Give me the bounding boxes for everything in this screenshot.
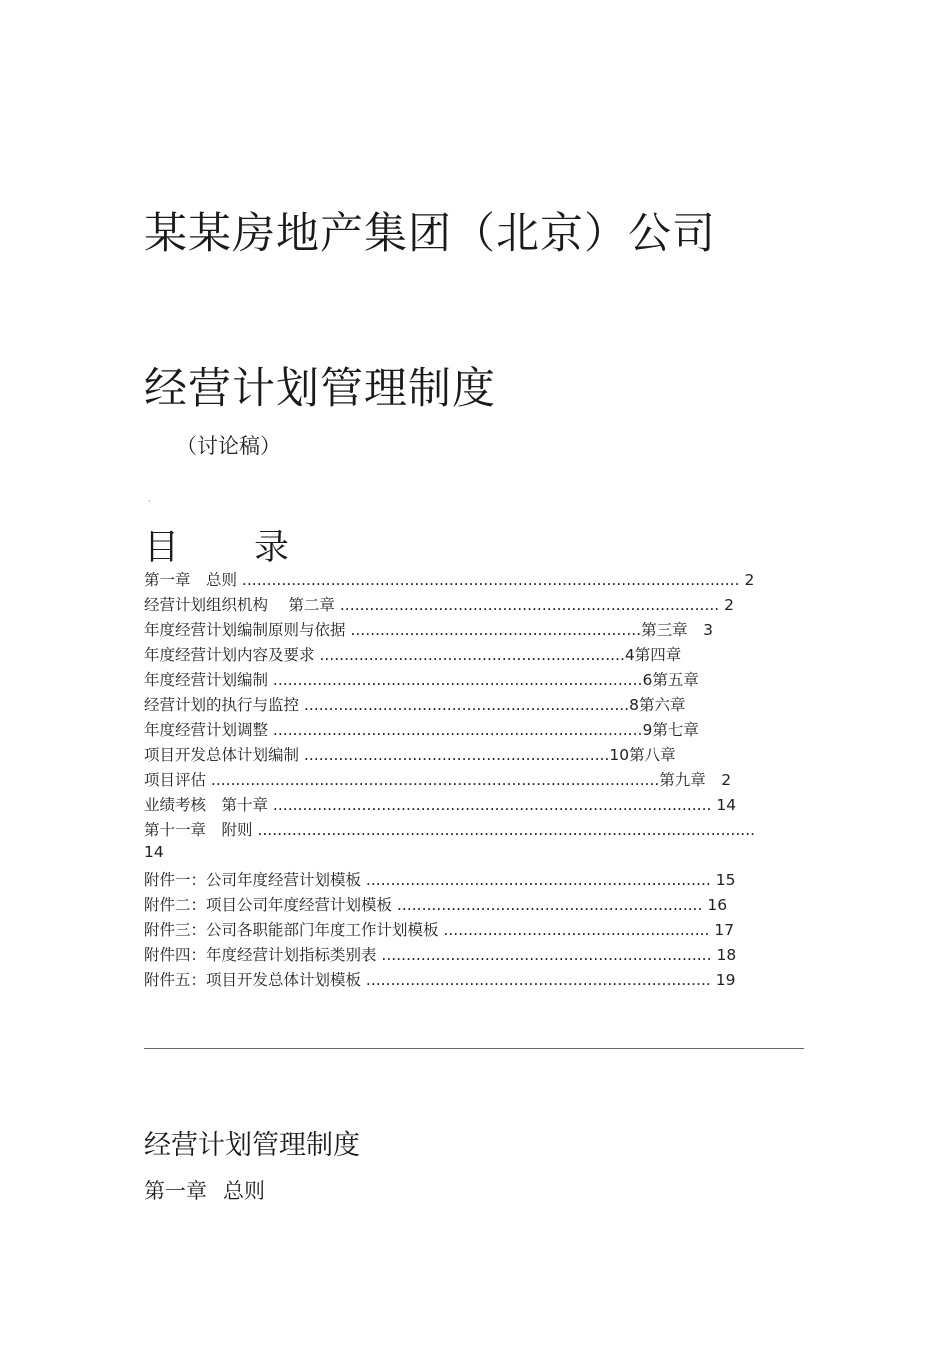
toc-line[interactable]: 年度经营计划编制原则与依据 ...........................................................第三章 3 <box>144 621 713 639</box>
document-title: 经营计划管理制度 <box>144 364 496 414</box>
toc-line[interactable]: 经营计划的执行与监控 ..................................................................8第六章 <box>144 696 686 714</box>
toc-line[interactable]: 年度经营计划内容及要求 ..............................................................4第四章 <box>144 646 682 664</box>
page-divider <box>144 1048 804 1049</box>
toc-line[interactable]: 项目开发总体计划编制 ..............................................................10第八章 <box>144 746 676 764</box>
toc-line[interactable]: 第十一章 附则 ..................................................................................................... <box>144 821 756 839</box>
draft-label: （讨论稿） <box>176 434 281 458</box>
toc-line[interactable]: 附件三：公司各职能部门年度工作计划模板 ...................................................... 17 <box>144 921 735 939</box>
toc-line[interactable]: 附件五：项目开发总体计划模板 ...................................................................... 19 <box>144 971 736 989</box>
chapter-label: 第一章 <box>144 1179 207 1203</box>
chapter-name: 总则 <box>223 1179 265 1203</box>
chapter-heading <box>144 1175 265 1205</box>
toc-line[interactable]: 第一章 总则 ..................................................................................................... 2 <box>144 571 755 589</box>
stray-mark: · <box>148 497 151 506</box>
toc-heading-left: 目 <box>144 528 180 568</box>
toc-line[interactable]: 年度经营计划编制 ...........................................................................6第五章 <box>144 671 699 689</box>
toc-line[interactable]: 项目评估 ...........................................................................................第九章 2 <box>144 771 732 789</box>
company-name: 某某房地产集团（北京）公司 <box>144 209 716 259</box>
toc-line[interactable]: 年度经营计划调整 ...........................................................................9第七章 <box>144 721 699 739</box>
toc-heading <box>144 520 289 570</box>
toc-line[interactable]: 附件四：年度经营计划指标类别表 ................................................................... 18 <box>144 946 737 964</box>
body-title: 经营计划管理制度 <box>144 1130 360 1161</box>
toc-line[interactable]: 经营计划组织机构 第二章 ............................................................................. 2 <box>144 596 735 614</box>
toc-line[interactable]: 附件二：项目公司年度经营计划模板 .............................................................. 16 <box>144 896 728 914</box>
toc-line[interactable]: 14 <box>144 843 164 861</box>
toc-line[interactable]: 附件一：公司年度经营计划模板 ...................................................................... 15 <box>144 871 736 889</box>
toc-line[interactable]: 业绩考核 第十章 ......................................................................................... 14 <box>144 796 737 814</box>
toc-heading-right: 录 <box>254 528 290 568</box>
